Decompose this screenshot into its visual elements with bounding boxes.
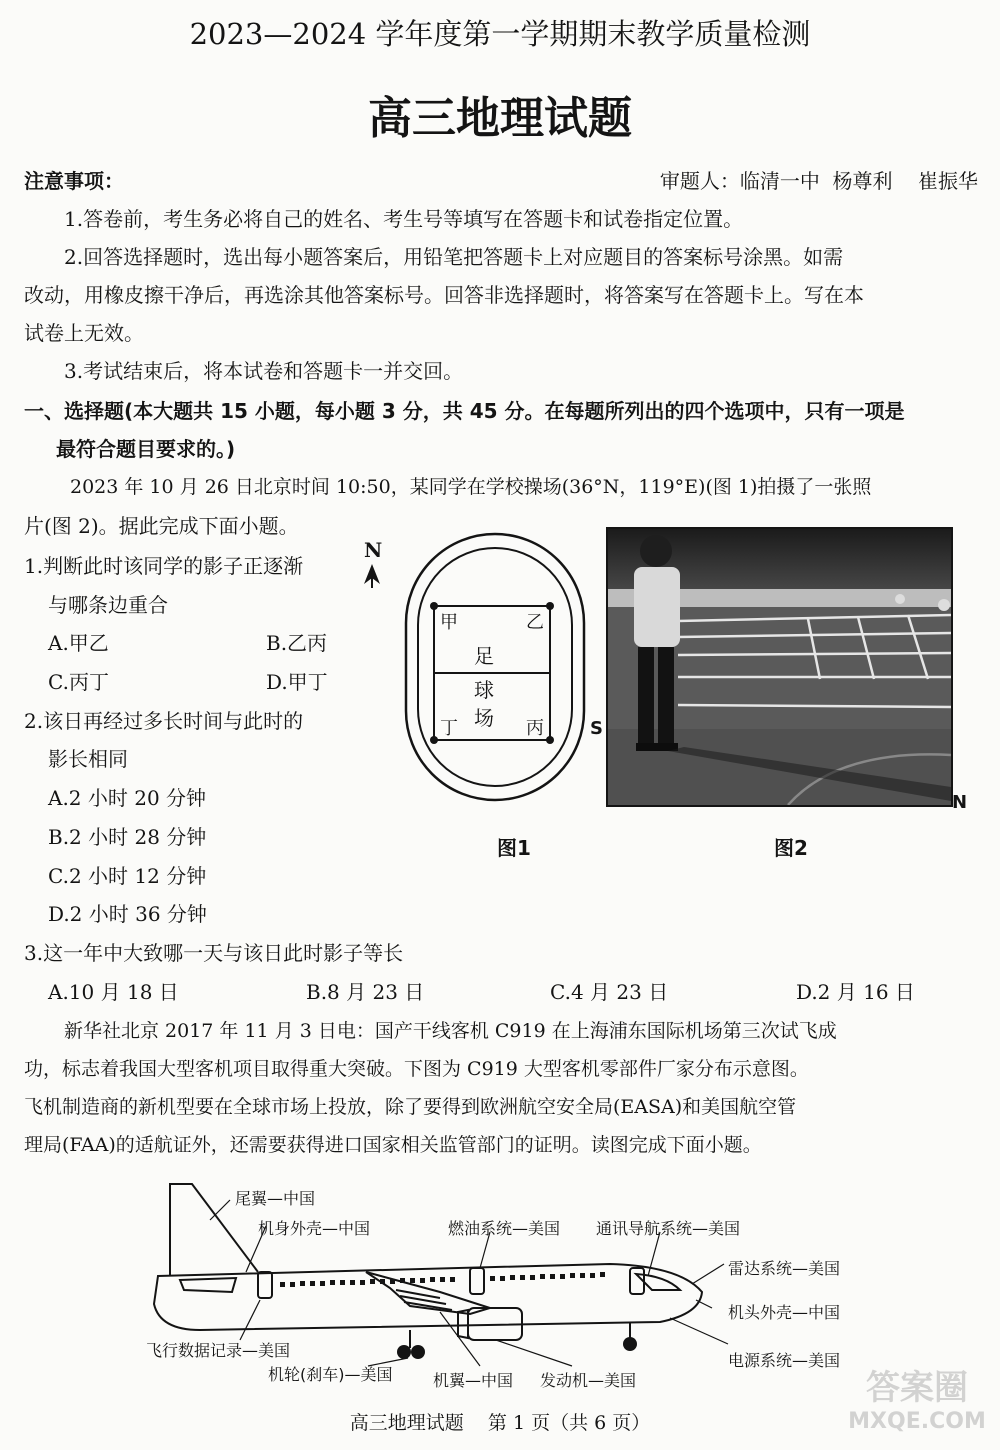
q2-option-b: B.2 小时 28 分钟 <box>48 825 207 849</box>
plane-label-wing: 机翼—中国 <box>433 1371 514 1390</box>
corner-bing: 丙 <box>526 718 544 739</box>
passage1-line1: 2023 年 10 月 26 日北京时间 10:50，某同学在学校操场(36°N，119°E)(图 1)拍摄了一张照 <box>70 476 872 498</box>
plane-label-power: 电源系统—美国 <box>728 1351 841 1370</box>
corner-yi: 乙 <box>526 612 544 633</box>
q3-option-d: D.2 月 16 日 <box>796 980 915 1004</box>
exam-header: 2023—2024 学年度第一学期期末教学质量检测 <box>189 17 811 51</box>
section-heading-cont: 最符合题目要求的。) <box>56 437 236 461</box>
field-label-1: 足 <box>474 644 494 668</box>
section-heading: 一、选择题(本大题共 15 小题，每小题 3 分，共 45 分。在每题所列出的四个选项中，只有一项是 <box>24 399 905 423</box>
plane-label-fuselage: 机身外壳—中国 <box>258 1219 371 1238</box>
figure-1-caption: 图1 <box>497 836 531 860</box>
figure-2-caption: 图2 <box>774 836 808 860</box>
q1-option-d: D.甲丁 <box>266 670 328 694</box>
q1-stem-cont: 与哪条边重合 <box>48 593 168 617</box>
passage1-line2: 片(图 2)。据此完成下面小题。 <box>24 514 299 538</box>
field-label-3: 场 <box>474 706 494 730</box>
plane-label-nose: 机头外壳—中国 <box>728 1303 841 1322</box>
q2-stem-cont: 影长相同 <box>48 747 128 771</box>
north-label: N <box>364 538 383 562</box>
q2-option-a: A.2 小时 20 分钟 <box>48 786 207 810</box>
track-photo <box>608 529 951 805</box>
field-label-2: 球 <box>474 678 494 702</box>
watermark-top: 答案圈 <box>866 1368 968 1408</box>
watermark-bottom: MXQE.COM <box>848 1409 986 1434</box>
photo-n-label: N <box>952 792 968 813</box>
q1-stem: 1.判断此时该同学的影子正逐渐 <box>24 554 304 578</box>
notice-item-2: 2.回答选择题时，选出每小题答案后，用铅笔把答题卡上对应题目的答案标号涂黑。如需 <box>64 245 844 269</box>
reviewers: 审题人：临清一中 杨尊利 崔振华 <box>659 169 978 193</box>
passage2-line2: 功，标志着我国大型客机项目取得重大突破。下图为 C919 大型客机零部件厂家分布示意图。 <box>24 1058 809 1080</box>
plane-label-tail: 尾翼—中国 <box>235 1189 316 1208</box>
page-footer: 高三地理试题 第 1 页（共 6 页） <box>349 1412 651 1434</box>
plane-label-flight-data: 飞行数据记录—美国 <box>146 1341 291 1360</box>
q2-option-c: C.2 小时 12 分钟 <box>48 864 207 888</box>
q1-option-a: A.甲乙 <box>48 631 109 655</box>
notice-item-2-end: 试卷上无效。 <box>24 321 144 345</box>
corner-ding: 丁 <box>440 718 458 739</box>
q3-option-c: C.4 月 23 日 <box>550 980 669 1004</box>
q3-stem: 3.这一年中大致哪一天与该日此时影子等长 <box>24 941 404 965</box>
passage2-line4: 理局(FAA)的适航证外，还需要获得进口国家相关监管部门的证明。读图完成下面小题。 <box>24 1134 762 1156</box>
corner-jia: 甲 <box>440 612 458 633</box>
q2-option-d: D.2 小时 36 分钟 <box>48 902 207 926</box>
figure-2-photo <box>606 527 953 807</box>
q3-option-b: B.8 月 23 日 <box>306 980 425 1004</box>
plane-label-radar: 雷达系统—美国 <box>728 1259 841 1278</box>
passage2-line3: 飞机制造商的新机型要在全球市场上投放，除了要得到欧洲航空安全局(EASA)和美国航空管 <box>24 1096 797 1118</box>
plane-label-comm: 通讯导航系统—美国 <box>596 1219 741 1238</box>
notice-label: 注意事项： <box>24 169 124 193</box>
passage2-line1: 新华社北京 2017 年 11 月 3 日电：国产干线客机 C919 在上海浦东国际机场第三次试飞成 <box>64 1020 837 1042</box>
watermark-logo <box>842 1360 992 1446</box>
north-arrow-icon <box>364 564 380 588</box>
notice-item-2-cont: 改动，用橡皮擦干净后，再选涂其他答案标号。回答非选择题时，将答案写在答题卡上。写在本 <box>24 283 864 307</box>
figure-1 <box>360 530 595 820</box>
plane-label-wheel: 机轮(刹车)—美国 <box>268 1365 393 1384</box>
track-outer <box>406 534 584 800</box>
exam-title: 高三地理试题 <box>368 93 632 144</box>
track-inner <box>418 548 572 786</box>
notice-item-1: 1.答卷前，考生务必将自己的姓名、考生号等填写在答题卡和试卷指定位置。 <box>64 207 744 231</box>
notice-item-3: 3.考试结束后，将本试卷和答题卡一并交回。 <box>64 359 464 383</box>
q3-option-a: A.10 月 18 日 <box>48 980 179 1004</box>
q2-stem: 2.该日再经过多长时间与此时的 <box>24 709 304 733</box>
photo-s-label: S <box>590 718 603 739</box>
plane-label-fuel: 燃油系统—美国 <box>448 1219 561 1238</box>
q1-option-b: B.乙丙 <box>266 631 328 655</box>
q1-option-c: C.丙丁 <box>48 670 109 694</box>
plane-label-engine: 发动机—美国 <box>540 1371 637 1390</box>
